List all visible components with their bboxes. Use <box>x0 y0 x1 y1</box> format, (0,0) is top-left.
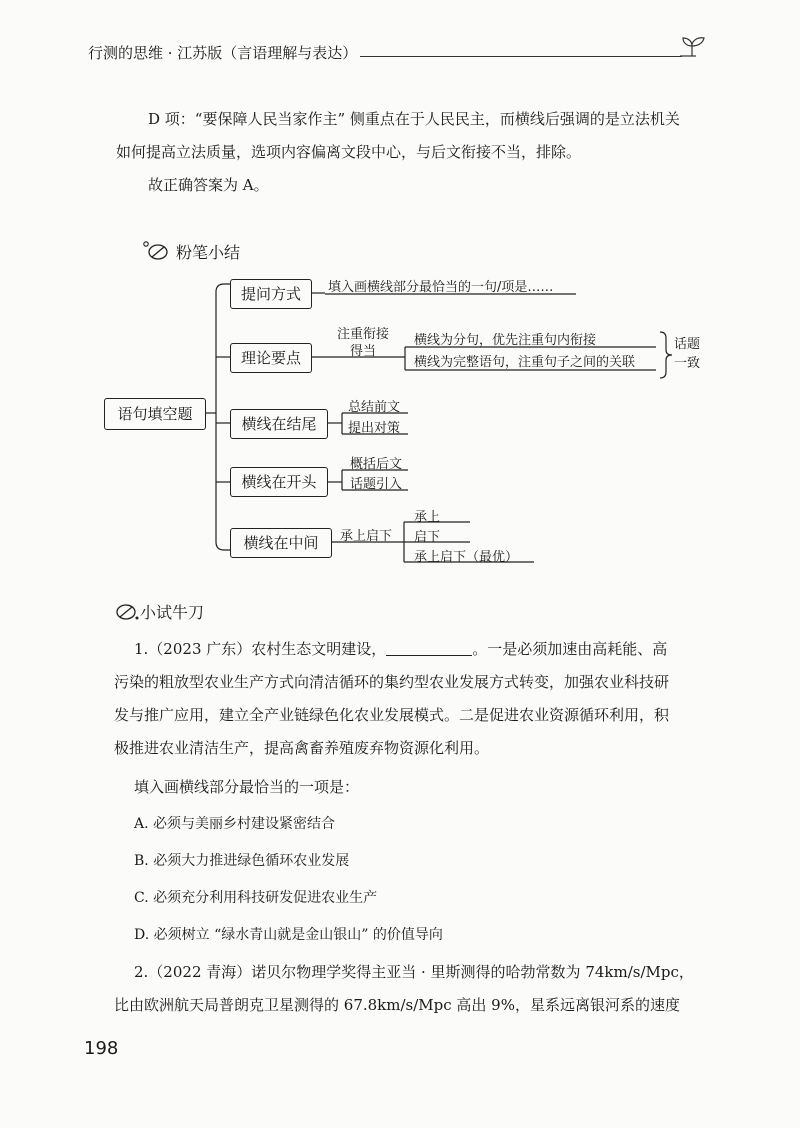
intro-line-2: 如何提高立法质量，选项内容偏离文段中心，与后文衔接不当，排除。 <box>116 143 582 161</box>
mindmap-root: 语句填空题 <box>104 398 206 430</box>
node-theory-points: 理论要点 <box>230 343 312 373</box>
n2-label-1: 注重衔接 <box>337 327 390 342</box>
q2-line-1: 2.（2022 青海）诺贝尔物理学奖得主亚当 · 里斯测得的哈勃常数为 74km/s/Mpc， <box>134 963 694 981</box>
n2-brace-label-2: 一致 <box>674 356 701 371</box>
intro-line-1: D 项：“要保障人民当家作主” 侧重点在于人民民主，而横线后强调的是立法机关 <box>148 110 680 128</box>
n1-text: 填入画横线部分最恰当的一句/项是…… <box>328 280 554 295</box>
n2-item-b: 横线为完整语句，注重句子之间的关联 <box>414 355 636 370</box>
n5-label: 承上启下 <box>340 529 393 544</box>
n5-item-b: 启下 <box>414 530 441 545</box>
chalk-icon <box>114 602 140 622</box>
intro-line-3: 故正确答案为 A。 <box>148 176 269 194</box>
practice-heading: 小试牛刀 <box>140 603 205 622</box>
q1-option-d: D. 必须树立 “绿水青山就是金山银山” 的价值导向 <box>134 927 443 943</box>
q1-line-2: 污染的粗放型农业生产方式向清洁循环的集约型农业发展方式转变，加强农业科技研 <box>114 673 670 691</box>
node-blank-at-end: 横线在结尾 <box>230 409 328 439</box>
n5-item-a: 承上 <box>414 510 441 525</box>
q1-prompt: 填入画横线部分最恰当的一项是： <box>134 778 360 796</box>
n2-brace-label-1: 话题 <box>674 337 701 352</box>
q1-line-4: 极推进农业清洁生产，提高禽畜养殖废弃物资源化利用。 <box>114 739 490 757</box>
page-number: 198 <box>84 1038 119 1059</box>
running-header-title: 行测的思维 · 江苏版（言语理解与表达） <box>88 44 358 62</box>
answer-blank <box>386 639 472 656</box>
q1-option-c: C. 必须充分利用科技研发促进农业生产 <box>134 890 378 906</box>
q1-option-a: A. 必须与美丽乡村建设紧密结合 <box>134 816 336 832</box>
n4-item-b: 话题引入 <box>350 477 403 492</box>
q1-line-1: 1.（2023 广东）农村生态文明建设， 。一是必须加速由高耗能、高 <box>134 640 668 658</box>
q1-line-3: 发与推广应用，建立全产业链绿色化农业发展模式。二是促进农业资源循环利用，积 <box>114 706 670 724</box>
q2-line-2: 比由欧洲航天局普朗克卫星测得的 67.8km/s/Mpc 高出 9%，星系远离银河系的速度 <box>114 996 680 1014</box>
n5-item-c: 承上启下（最优） <box>414 550 519 565</box>
n3-item-a: 总结前文 <box>348 400 401 415</box>
node-blank-in-middle: 横线在中间 <box>230 528 332 558</box>
n4-item-a: 概括后文 <box>350 457 403 472</box>
node-question-style: 提问方式 <box>230 279 312 309</box>
n3-item-b: 提出对策 <box>348 421 401 436</box>
q1-option-b: B. 必须大力推进绿色循环农业发展 <box>134 853 350 869</box>
n2-label-2: 得当 <box>350 344 377 359</box>
n2-item-a: 横线为分句，优先注重句内衔接 <box>414 333 597 348</box>
summary-heading: 粉笔小结 <box>176 243 241 262</box>
node-blank-at-start: 横线在开头 <box>230 467 328 497</box>
